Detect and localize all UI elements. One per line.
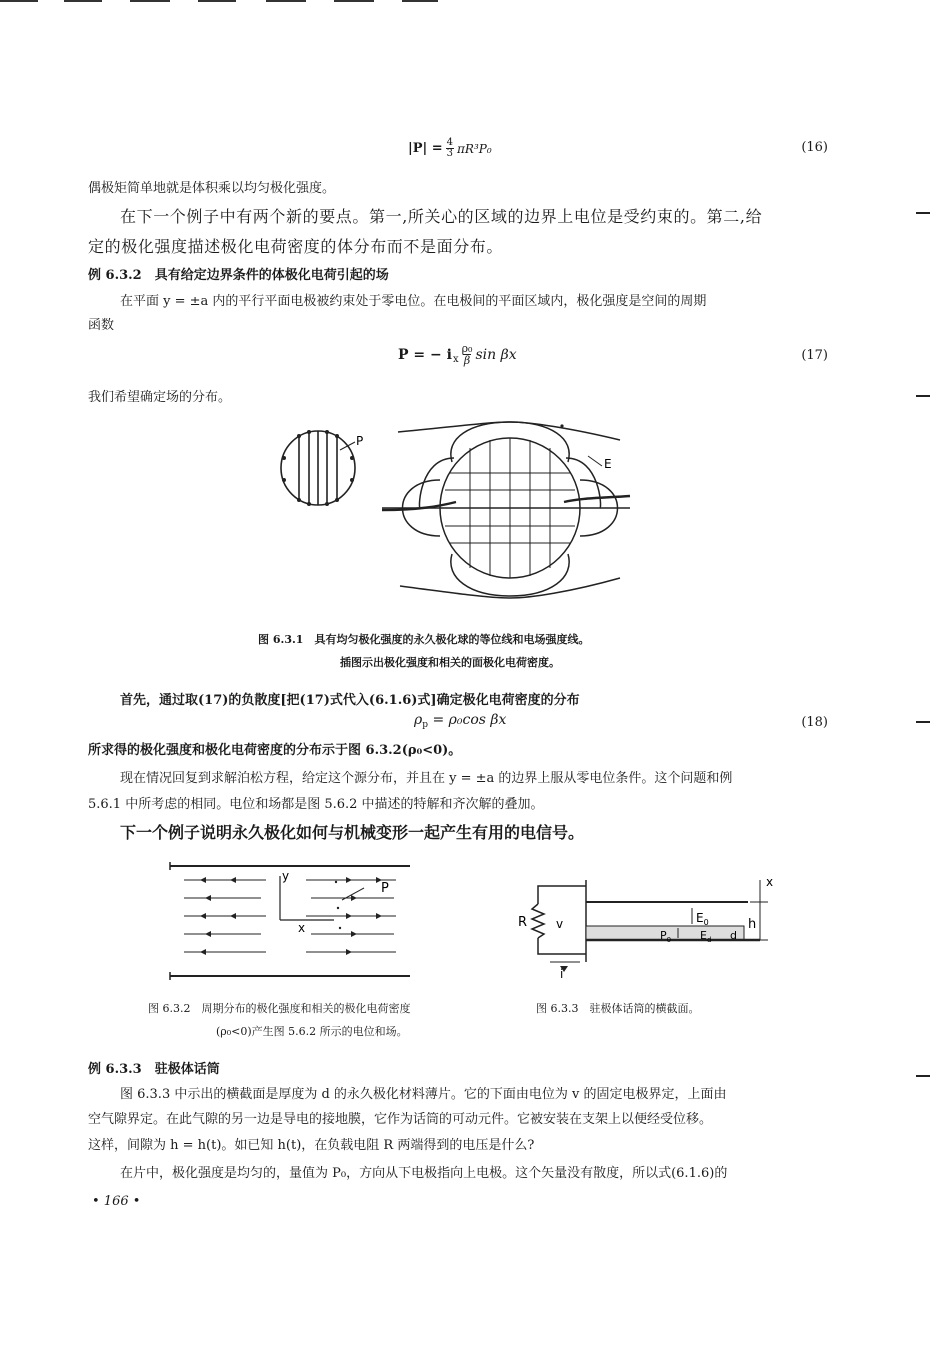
figure-6-3-1-caption-2: 插图示出极化强度和相关的面极化电荷密度。 [340, 656, 560, 669]
figure-6-3-2-caption-1: 图 6.3.2 周期分布的极化强度和相关的极化电荷密度 [148, 1002, 411, 1015]
label-E0: $E_0$ [696, 911, 709, 927]
figure-6-3-3-caption: 图 6.3.3 驻极体话筒的横截面。 [536, 1002, 700, 1015]
example-6-3-2-title: 例 6.3.2 具有给定边界条件的体极化电荷引起的场 [88, 268, 389, 283]
label-E: E [604, 457, 612, 471]
eq17-rhs: sin βx [475, 346, 517, 363]
paragraph-line: 图 6.3.3 中示出的横截面是厚度为 d 的永久极化材料薄片。它的下面由电位为 v 的固定电极界定，上面由 [120, 1087, 727, 1102]
eq18-lhs: ρ [414, 712, 423, 728]
margin-mark [916, 721, 930, 723]
eq18-number: (18) [801, 715, 828, 730]
label-P: P [381, 881, 389, 896]
equipotential-and-field-lines [382, 422, 630, 598]
paragraph-line: 现在情况回复到求解泊松方程，给定这个源分布，并且在 y = ±a 的边界上服从零电位条件。这个问题和例 [120, 771, 733, 786]
figure-6-3-3 [510, 868, 780, 978]
eq16-lhs: |P| = [408, 141, 443, 156]
margin-mark [916, 1075, 930, 1077]
inset-sphere [281, 430, 355, 506]
paragraph-line: 空气隙界定。在此气隙的另一边是导电的接地膜，它作为话筒的可动元件。它被安装在支架上以便经受位移。 [88, 1112, 713, 1127]
paragraph-line: 函数 [88, 318, 115, 333]
eq17-lhs: P = − i [398, 346, 452, 363]
eq17-fraction [462, 343, 473, 366]
eq17-number: (17) [801, 348, 828, 363]
margin-mark [916, 395, 930, 397]
paragraph-line: 所求得的极化强度和极化电荷密度的分布示于图 6.3.2(ρ₀<0)。 [88, 743, 462, 758]
label-R: R [518, 915, 528, 930]
scan-edge-mark [130, 0, 170, 2]
eq16-fraction [446, 138, 454, 159]
scan-edge-mark [0, 0, 38, 2]
equation-17 [398, 343, 517, 366]
eq16-number: (16) [801, 140, 828, 155]
text-want-line: 我们希望确定场的分布。 [88, 390, 232, 405]
label-Ed: $E_d$ [700, 929, 712, 944]
equation-18 [414, 712, 506, 730]
label-x: x [766, 875, 774, 889]
paragraph-line: 5.6.1 中所考虑的相同。电位和场都是图 5.6.2 中描述的特解和齐次解的叠加。 [88, 797, 544, 812]
electret-microphone-diagram [532, 880, 768, 972]
figure-6-3-1 [270, 418, 650, 618]
eq16-frac-num: 4 [446, 137, 454, 148]
label-d: d [730, 929, 737, 942]
margin-mark [916, 212, 930, 214]
label-x: x [298, 921, 306, 935]
scan-edge-mark [402, 0, 438, 2]
periodic-polarization-diagram [170, 862, 410, 980]
label-P0: $P_0$ [660, 929, 672, 944]
figure-6-3-2-caption-2: (ρ₀<0)产生图 5.6.2 所示的电位和场。 [216, 1025, 408, 1038]
equation-16 [408, 138, 492, 159]
paragraph-line: 定的极化强度描述极化电荷密度的体分布而不是面分布。 [88, 237, 504, 256]
eq17-frac-num: ρ₀ [461, 342, 473, 355]
paragraph-line: 在片中，极化强度是均匀的，量值为 P₀，方向从下电极指向上电极。这个矢量没有散度，所以式(6.1.6)的 [120, 1166, 728, 1181]
label-h: h [748, 917, 757, 932]
eq18-rhs: = ρ₀cos βx [432, 712, 507, 728]
label-y: y [282, 869, 290, 883]
scan-edge-mark [198, 0, 236, 2]
example-6-3-3-title: 例 6.3.3 驻极体话筒 [88, 1062, 220, 1077]
page-number: • 166 • [92, 1194, 141, 1209]
eq17-sub: x [452, 354, 459, 365]
label-v: v [556, 917, 564, 931]
label-i: i [560, 967, 564, 978]
text-dipole-line: 偶极矩简单地就是体积乘以均匀极化强度。 [88, 181, 336, 196]
paragraph-line: 下一个例子说明永久极化如何与机械变形一起产生有用的电信号。 [120, 823, 585, 842]
eq16-rhs: πR³P₀ [457, 141, 492, 156]
eq17-frac-den: β [463, 354, 471, 367]
label-P: P [356, 434, 364, 448]
scan-edge-mark [334, 0, 374, 2]
paragraph-line: 这样，间隙为 h = h(t)。如已知 h(t)，在负载电阻 R 两端得到的电压是什么? [88, 1138, 535, 1153]
paragraph-line: 在平面 y = ±a 内的平行平面电极被约束处于零电位。在电极间的平面区域内，极化强度是空间的周期 [120, 294, 707, 309]
paragraph-line: 首先，通过取(17)的负散度[把(17)式代入(6.1.6)式]确定极化电荷密度的分布 [120, 693, 580, 708]
figure-6-3-1-caption-1: 图 6.3.1 具有均匀极化强度的永久极化球的等位线和电场强度线。 [258, 633, 590, 646]
scan-edge-mark [266, 0, 306, 2]
figure-6-3-2 [166, 858, 416, 988]
eq18-sub: p [422, 720, 428, 730]
eq16-frac-den: 3 [446, 148, 454, 159]
scan-edge-mark [64, 0, 102, 2]
paragraph-line: 在下一个例子中有两个新的要点。第一,所关心的区域的边界上电位是受约束的。第二,给 [120, 207, 763, 226]
